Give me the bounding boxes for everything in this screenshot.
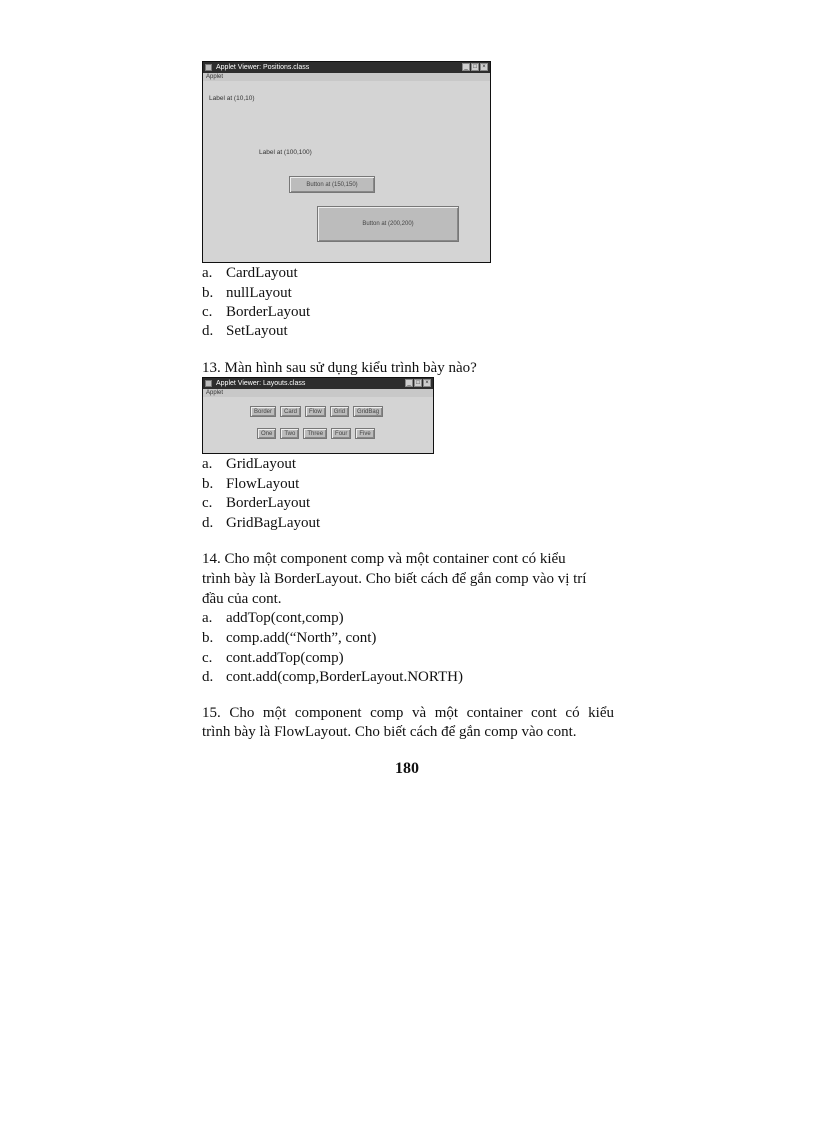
- applet-menu: Applet: [203, 73, 490, 81]
- applet-client-area: [203, 81, 490, 262]
- q13-option-b: b. FlowLayout: [202, 476, 300, 492]
- flow-row-1: [250, 406, 383, 417]
- label-at-10-10: Label at (10,10): [209, 95, 255, 102]
- flow-button: Flow: [305, 406, 326, 417]
- applet-window-title: Applet Viewer: Positions.class: [216, 64, 310, 71]
- applet-window-icon: [205, 64, 212, 71]
- q12-option-c: c. BorderLayout: [202, 304, 311, 320]
- q12-option-b: b. nullLayout: [202, 285, 292, 301]
- q14-option-c: c. cont.addTop(comp): [202, 650, 344, 666]
- q14-question-line-3: đầu của cont.: [202, 591, 282, 607]
- applet-window-icon: [205, 380, 212, 387]
- q14-question-line-2: trình bày là BorderLayout. Cho biết cách để gắn comp vào vị trí: [202, 571, 587, 587]
- close-icon: ×: [480, 63, 488, 71]
- close-icon: ×: [423, 379, 431, 387]
- q14-option-d: d. cont.add(comp,BorderLayout.NORTH): [202, 669, 463, 685]
- q12-option-d: d. SetLayout: [202, 323, 288, 339]
- applet-window-title: Applet Viewer: Layouts.class: [216, 380, 306, 387]
- border-button: Border: [250, 406, 276, 417]
- q13-option-a: a. GridLayout: [202, 456, 296, 472]
- page-number: 180: [395, 760, 419, 777]
- applet-title-bar: [203, 378, 433, 389]
- q12-option-a: a. CardLayout: [202, 265, 298, 281]
- minimize-icon: _: [462, 63, 470, 71]
- positions-applet-figure: [202, 61, 491, 263]
- button-at-150-150: Button at (150,150): [289, 176, 375, 193]
- label-at-100-100: Label at (100,100): [259, 149, 312, 156]
- q14-question-line-1: 14. Cho một component comp và một container cont có kiểu: [202, 551, 566, 567]
- button-at-200-200: Button at (200,200): [317, 206, 459, 242]
- card-button: Card: [280, 406, 301, 417]
- maximize-icon: □: [414, 379, 422, 387]
- q13-option-c: c. BorderLayout: [202, 495, 311, 511]
- gridbag-button: GridBag: [353, 406, 383, 417]
- q14-option-a: a. addTop(cont,comp): [202, 610, 344, 626]
- flow-row-2: [257, 428, 375, 439]
- five-button: Five: [355, 428, 374, 439]
- four-button: Four: [331, 428, 351, 439]
- q15-question-line-1: 15. Cho một component comp và một container cont có kiểu: [202, 705, 614, 721]
- q13-option-d: d. GridBagLayout: [202, 515, 321, 531]
- applet-menu: Applet: [203, 389, 433, 397]
- q15-question-line-2: trình bày là FlowLayout. Cho biết cách để gắn comp vào cont.: [202, 724, 577, 740]
- layouts-applet-figure: [202, 377, 434, 454]
- maximize-icon: □: [471, 63, 479, 71]
- applet-title-bar: [203, 62, 490, 73]
- one-button: One: [257, 428, 276, 439]
- three-button: Three: [303, 428, 327, 439]
- q13-question: 13. Màn hình sau sử dụng kiểu trình bày nào?: [202, 360, 477, 376]
- minimize-icon: _: [405, 379, 413, 387]
- applet-client-area: [203, 397, 433, 453]
- two-button: Two: [280, 428, 299, 439]
- q14-option-b: b. comp.add(“North”, cont): [202, 630, 377, 646]
- grid-button: Grid: [330, 406, 349, 417]
